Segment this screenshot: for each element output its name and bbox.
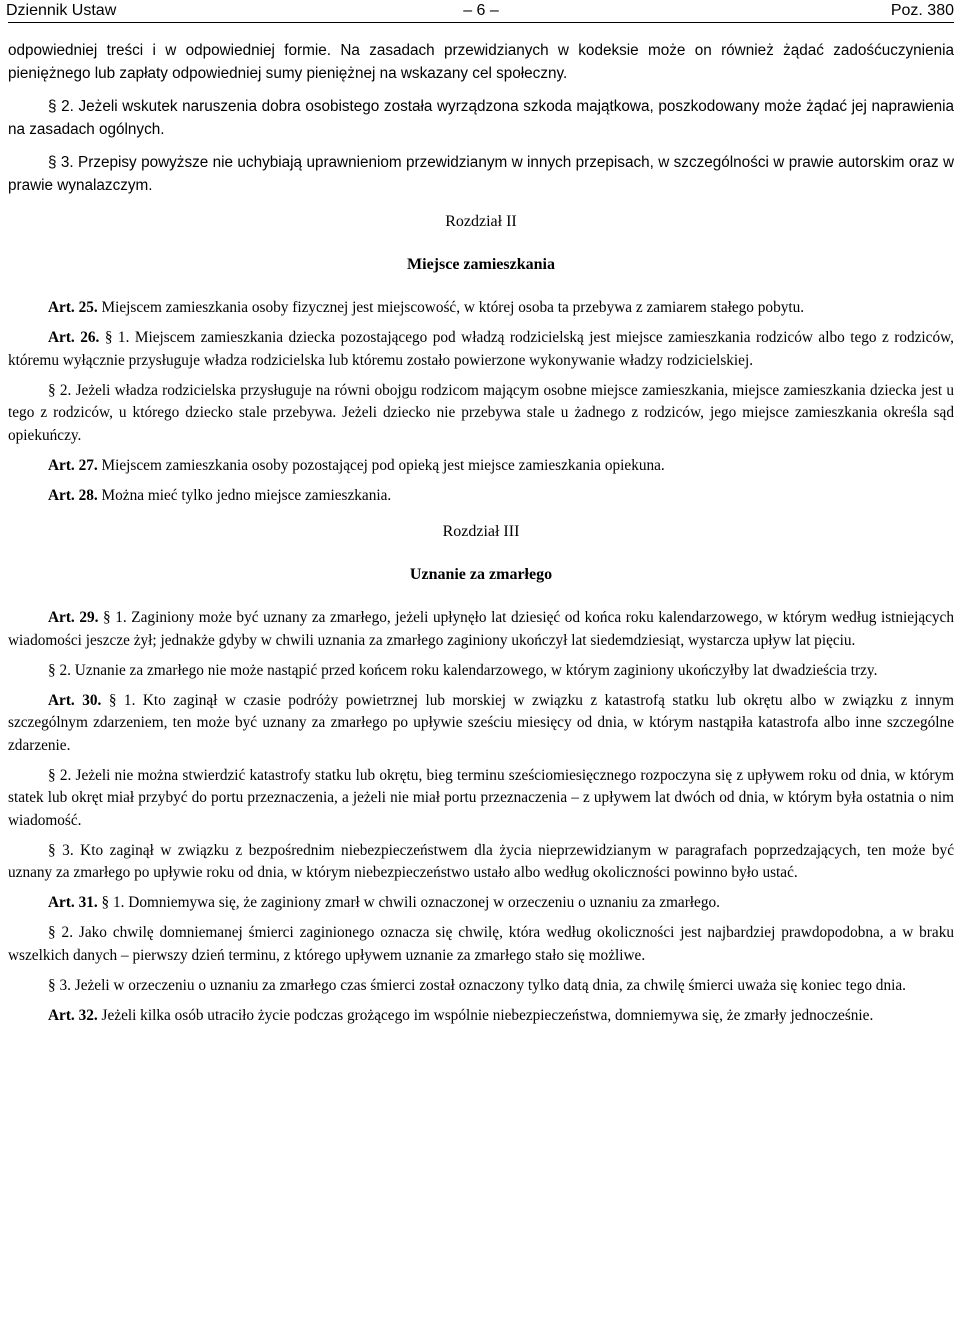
article-number: Art. 31. [48, 894, 98, 911]
article-29 [8, 607, 954, 652]
article-30 [8, 690, 954, 758]
paragraph-section-2 [8, 96, 954, 141]
article-text: Jeżeli kilka osób utraciło życie podczas grożącego im wspólnie niebezpieczeństwa, domniemywa się, że zmarły jednocześnie. [101, 1006, 874, 1024]
article-28 [8, 485, 954, 508]
article-number: Art. 32. [48, 1006, 98, 1024]
article-text: § 1. Zaginiony może być uznany za zmarłego, jeżeli upłynęło lat dziesięć od końca roku kalendarzowego, w którym według istniejących wiadomości jeszcze żył; jednakże gdyby w chwili uznania za zmarłego zaginiony ukończył lat siedemdziesiąt, wystarcza upływ lat pięciu. [8, 609, 954, 649]
chapter-title: Miejsce zamieszkania [407, 256, 555, 273]
article-30-section-2: § 2. Jeżeli nie można stwierdzić katastrofy statku lub okrętu, bieg terminu sześciomiesięcznego rozpoczyna się z upływem roku od dnia, w którym statek lub okręt miał przybyć do portu przeznaczenia, a jeżeli nie miał portu przeznaczenia – z upływem lat dwóch od dnia, w którym była ostatnia o nim wiadomość. [8, 766, 954, 829]
section-number: § 2. [48, 98, 74, 115]
section-number: § 3. [48, 154, 74, 171]
article-30-section-3: § 3. Kto zaginął w związku z bezpośrednim niebezpieczeństwem dla życia nieprzewidzianym w paragrafach poprzedzających, ten może być uznany za zmarłego po upływie roku od dnia, w którym niebezpieczeństwo ustało albo według okoliczności powinno było ustać. [8, 841, 954, 881]
article-31-section-2: § 2. Jako chwilę domniemanej śmierci zaginionego oznacza się chwilę, która według okoliczności jest najbardziej prawdopodobna, a w braku wszelkich danych – pierwszy dzień terminu, z którego upływem uznanie za zmarłego stało się możliwe. [8, 924, 954, 964]
chapter-label: Rozdział II [445, 213, 517, 230]
article-number: Art. 27. [48, 456, 98, 474]
article-number: Art. 29. [48, 609, 99, 626]
article-text: Miejscem zamieszkania osoby pozostającej pod opieką jest miejsce zamieszkania opiekuna. [101, 456, 665, 474]
article-31-section-3: § 3. Jeżeli w orzeczeniu o uznaniu za zmarłego czas śmierci został oznaczony tylko datą dnia, za chwilę śmierci uważa się koniec tego dnia. [48, 976, 906, 994]
article-text: Miejscem zamieszkania osoby fizycznej jest miejscowość, w której osoba ta przebywa z zamiarem stałego pobytu. [101, 299, 805, 316]
article-number: Art. 30. [48, 691, 102, 709]
paragraph-section-3 [8, 152, 954, 197]
chapter-label: Rozdział III [442, 523, 520, 540]
page-number: – 6 – [463, 2, 499, 19]
article-text: § 1. Domniemywa się, że zaginiony zmarł w chwili oznaczonej w orzeczeniu o uznaniu za zmarłego. [101, 894, 720, 911]
position-number: Poz. 380 [890, 2, 954, 19]
section-text: Jeżeli wskutek naruszenia dobra osobistego została wyrządzona szkoda majątkowa, poszkodowany może żądać jej naprawienia na zasadach ogólnych. [8, 98, 955, 138]
article-27 [8, 455, 954, 478]
article-26-section-2: § 2. Jeżeli władza rodzicielska przysługuje na równi obojgu rodzicom mającym osobne miejsce zamieszkania, miejsce zamieszkania dziecka jest u tego z rodziców, u którego dziecko stale przebywa. Jeżeli dziecko nie przebywa stale u żadnego z rodziców, jego miejsce zamieszkania określa sąd opiekuńczy. [8, 381, 954, 444]
article-26 [8, 327, 954, 372]
chapter-title: Uznanie za zmarłego [409, 566, 553, 583]
article-number: Art. 26. [48, 329, 100, 346]
article-31 [8, 892, 954, 915]
journal-title: Dziennik Ustaw [6, 2, 117, 19]
article-29-section-2: § 2. Uznanie za zmarłego nie może nastąpić przed końcem roku kalendarzowego, w którym zaginiony ukończyłby lat dwadzieścia trzy. [48, 661, 878, 679]
article-text: § 1. Kto zaginął w czasie podróży powietrznej lub morskiej w związku z katastrofą statku lub okrętu albo w związku z innym szczególnym zdarzeniem, ten może być uznany za zmarłego po upływie sześciu miesięcy od dnia, w którym nastąpiła katastrofa albo inne szczególne zdarzenie. [8, 691, 955, 754]
article-25 [8, 297, 954, 320]
article-number: Art. 28. [48, 486, 98, 504]
article-number: Art. 25. [48, 299, 98, 316]
article-32 [8, 1005, 954, 1028]
article-text: § 1. Miejscem zamieszkania dziecka pozostającego pod władzą rodzicielską jest miejsce zamieszkania rodziców albo tego z rodziców, któremu wyłącznie przysługuje władza rodzicielska lub któremu zostało powierzone wykonywanie władzy rodzicielskiej. [8, 329, 954, 369]
section-text: Przepisy powyższe nie uchybiają uprawnieniom przewidzianym w innych przepisach, w szczególności w prawie autorskim oraz w prawie wynalazczym. [8, 154, 955, 194]
paragraph-continuation: odpowiedniej treści i w odpowiedniej formie. Na zasadach przewidzianych w kodeksie może on również żądać zadośćuczynienia pieniężnego lub zapłaty odpowiedniej sumy pieniężnej na wskazany cel społeczny. [8, 42, 954, 82]
document-page [8, 0, 954, 1027]
page-header [8, 0, 954, 23]
article-text: Można mieć tylko jedno miejsce zamieszkania. [101, 486, 392, 504]
